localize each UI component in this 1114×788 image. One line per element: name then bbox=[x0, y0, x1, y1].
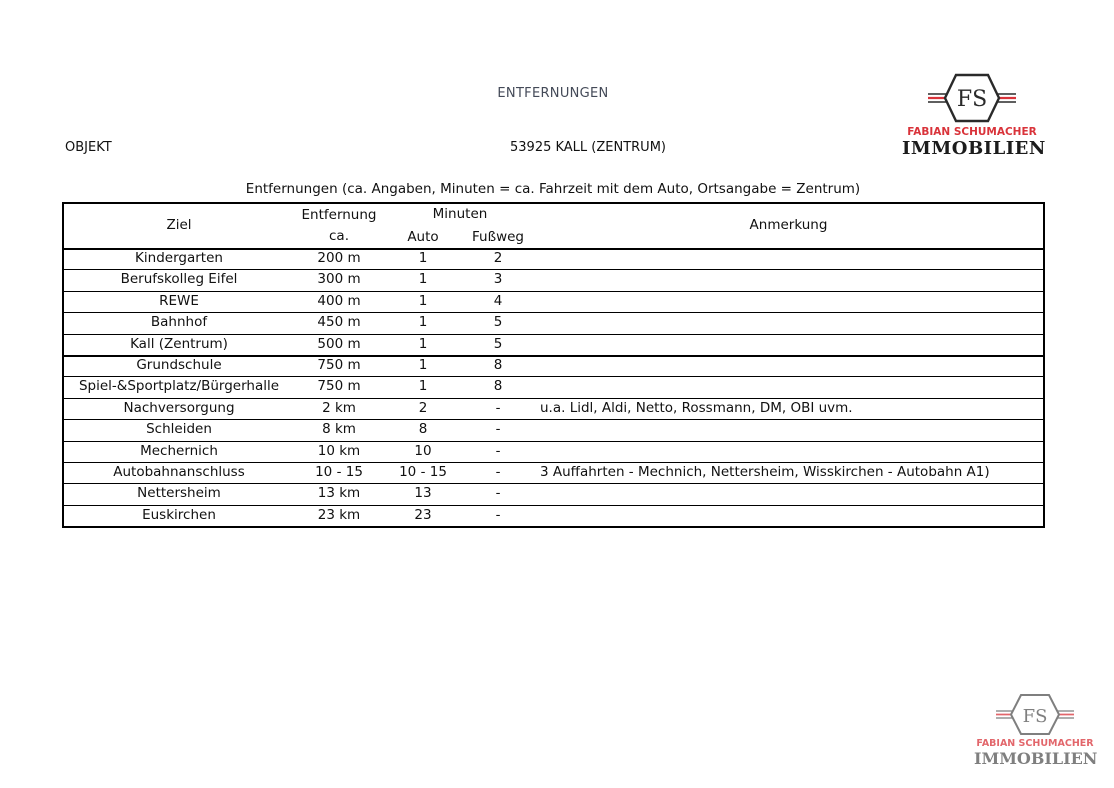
document-title: ENTFERNUNGEN bbox=[497, 86, 609, 101]
cell-entfernung: 450 m bbox=[317, 314, 361, 331]
cell-ziel: Spiel-&Sportplatz/Bürgerhalle bbox=[78, 378, 280, 395]
cell-fussweg: - bbox=[495, 485, 501, 502]
cell-auto: 1 bbox=[418, 292, 428, 309]
table-row bbox=[64, 376, 1043, 398]
company-logo bbox=[902, 72, 1046, 162]
table-row bbox=[64, 419, 1043, 441]
header-auto: Auto bbox=[407, 229, 439, 245]
header-fussweg: Fußweg bbox=[471, 229, 524, 245]
logo-word: IMMOBILIEN bbox=[974, 749, 1098, 768]
cell-entfernung: 2 km bbox=[322, 399, 356, 416]
cell-entfernung: 200 m bbox=[317, 250, 361, 266]
table-row bbox=[64, 483, 1043, 505]
fs-monogram: FS bbox=[956, 87, 988, 112]
table-header bbox=[64, 204, 1043, 250]
cell-fussweg: 5 bbox=[493, 335, 503, 352]
cell-fussweg: 4 bbox=[493, 292, 503, 309]
cell-ziel: Mechernich bbox=[140, 442, 218, 459]
table-row bbox=[64, 312, 1043, 334]
cell-entfernung: 23 km bbox=[317, 506, 361, 523]
header-minuten: Minuten bbox=[432, 206, 488, 222]
table-row bbox=[64, 505, 1043, 526]
cell-ziel: REWE bbox=[159, 292, 199, 309]
cell-entfernung: 400 m bbox=[317, 292, 361, 309]
logo-word: IMMOBILIEN bbox=[902, 138, 1046, 159]
fs-monogram: FS bbox=[1022, 706, 1048, 727]
logo-brand: FABIAN SCHUMACHER bbox=[907, 126, 1037, 138]
table-row bbox=[64, 248, 1043, 270]
cell-fussweg: 2 bbox=[493, 250, 503, 266]
objekt-label: OBJEKT bbox=[65, 140, 112, 155]
cell-ziel: Nachversorgung bbox=[123, 399, 235, 416]
table-row bbox=[64, 398, 1043, 420]
cell-entfernung: 8 km bbox=[322, 421, 356, 438]
cell-anmerkung: 3 Auffahrten - Mechnich, Nettersheim, Wisskirchen - Autobahn A1) bbox=[540, 464, 990, 480]
cell-fussweg: 3 bbox=[493, 271, 503, 288]
cell-auto: 23 bbox=[414, 506, 432, 523]
cell-ziel: Nettersheim bbox=[137, 485, 221, 502]
cell-fussweg: - bbox=[495, 442, 501, 459]
cell-auto: 10 bbox=[414, 442, 432, 459]
cell-ziel: Autobahnanschluss bbox=[113, 464, 245, 480]
cell-auto: 1 bbox=[418, 271, 428, 288]
table-row bbox=[64, 441, 1043, 463]
cell-entfernung: 10 - 15 bbox=[315, 464, 363, 480]
header-entfernung: Entfernung bbox=[301, 207, 377, 223]
cell-anmerkung: u.a. Lidl, Aldi, Netto, Rossmann, DM, OBI uvm. bbox=[540, 399, 853, 416]
table-row bbox=[64, 291, 1043, 313]
cell-auto: 1 bbox=[418, 314, 428, 331]
fs-hexagon-icon bbox=[974, 693, 1096, 739]
cell-ziel: Euskirchen bbox=[142, 506, 216, 523]
table-row bbox=[64, 334, 1043, 357]
distances-table bbox=[62, 202, 1045, 528]
cell-auto: 8 bbox=[418, 421, 428, 438]
cell-fussweg: 5 bbox=[493, 314, 503, 331]
cell-entfernung: 750 m bbox=[317, 357, 361, 373]
cell-fussweg: 8 bbox=[493, 357, 503, 373]
cell-auto: 2 bbox=[418, 399, 428, 416]
fs-hexagon-icon bbox=[902, 72, 1042, 130]
cell-auto: 1 bbox=[418, 357, 428, 373]
cell-fussweg: - bbox=[495, 421, 501, 438]
cell-entfernung: 13 km bbox=[317, 485, 361, 502]
cell-auto: 10 - 15 bbox=[399, 464, 447, 480]
cell-auto: 1 bbox=[418, 250, 428, 266]
table-row bbox=[64, 462, 1043, 484]
cell-auto: 13 bbox=[414, 485, 432, 502]
logo-brand: FABIAN SCHUMACHER bbox=[976, 738, 1094, 749]
cell-ziel: Kall (Zentrum) bbox=[130, 335, 228, 352]
cell-fussweg: - bbox=[495, 464, 501, 480]
cell-entfernung: 300 m bbox=[317, 271, 361, 288]
cell-fussweg: - bbox=[495, 506, 501, 523]
cell-entfernung: 10 km bbox=[317, 442, 361, 459]
cell-auto: 1 bbox=[418, 335, 428, 352]
cell-ziel: Schleiden bbox=[146, 421, 212, 438]
cell-ziel: Bahnhof bbox=[150, 314, 208, 331]
cell-entfernung: 750 m bbox=[317, 378, 361, 395]
footer-logo bbox=[974, 693, 1096, 773]
cell-ziel: Grundschule bbox=[136, 357, 222, 373]
table-row bbox=[64, 355, 1043, 377]
cell-auto: 1 bbox=[418, 378, 428, 395]
table-caption: Entfernungen (ca. Angaben, Minuten = ca. Fahrzeit mit dem Auto, Ortsangabe = Zentrum) bbox=[245, 181, 861, 197]
cell-fussweg: 8 bbox=[493, 378, 503, 395]
header-anmerkung: Anmerkung bbox=[749, 217, 828, 233]
cell-entfernung: 500 m bbox=[317, 335, 361, 352]
cell-ziel: Berufskolleg Eifel bbox=[120, 271, 238, 288]
header-ca: ca. bbox=[329, 228, 349, 244]
object-address: 53925 KALL (ZENTRUM) bbox=[510, 140, 666, 155]
table-row bbox=[64, 269, 1043, 291]
cell-ziel: Kindergarten bbox=[135, 250, 223, 266]
cell-fussweg: - bbox=[495, 399, 501, 416]
header-ziel: Ziel bbox=[166, 217, 192, 233]
